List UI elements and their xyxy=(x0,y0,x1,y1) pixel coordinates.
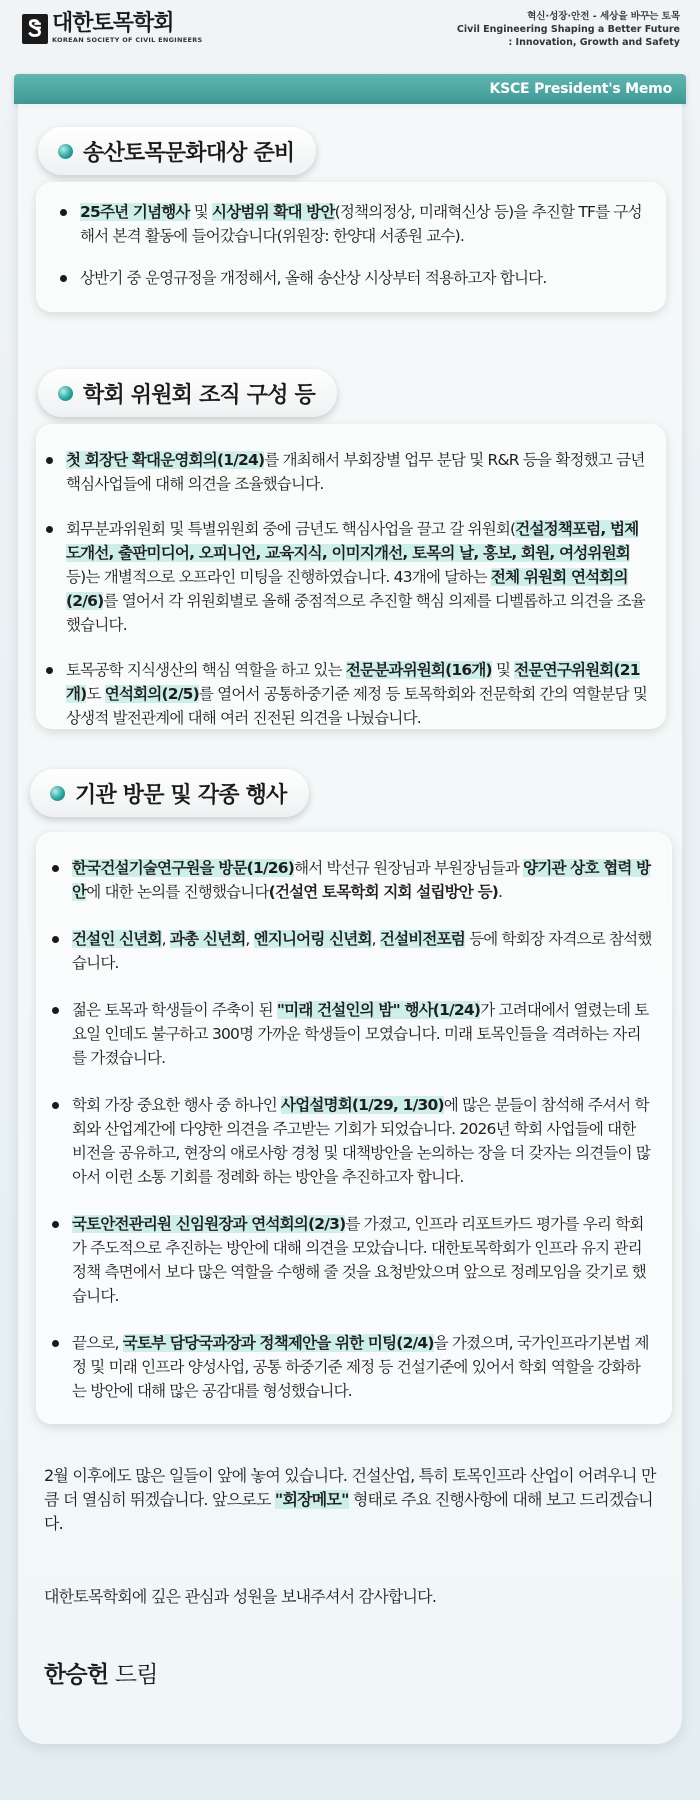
memo-banner xyxy=(14,74,686,104)
list-item: 끝으로, 국토부 담당국과장과 정책제안을 위한 미팅(2/4)을 가졌으며, 국가인프라기본법 제정 및 미래 인프라 양성사업, 공통 하중기준 제정 등 건설기준에 있어서 학회 역할을 강화하는 방안에 대해 많은 공감대를 형성했습니다. xyxy=(50,1331,652,1403)
section-card-visits xyxy=(36,832,672,1424)
section-title: 송산토목문화대상 준비 xyxy=(83,140,295,166)
bullet-orb-icon xyxy=(58,386,73,401)
list-item: 회무분과위원회 및 특별위원회 중에 금년도 핵심사업을 끌고 갈 위원회(건설정책포럼, 법제도개선, 출판미디어, 오피니언, 교육지식, 이미지개선, 토목의 날, 홍보, 회원, 여성위원회 등)는 개별적으로 오프라인 미팅을 진행하였습니다. 43개에 달하는 전체 위원회 연석회의(2/6)를 열어서 각 위원회별로 올해 중점적으로 추진할 핵심 의제를 디벨롭하고 의견을 조율했습니다. xyxy=(44,517,650,637)
tagline-line-2: Civil Engineering Shaping a Better Future xyxy=(456,24,680,35)
list-item: 한국건설기술연구원을 방문(1/26)해서 박선규 원장님과 부원장님들과 양기관 상호 협력 방안에 대한 논의를 진행했습니다(건설연 토목학회 지회 설립방안 등). xyxy=(50,856,652,904)
section-title: 학회 위원회 조직 구성 등 xyxy=(83,382,315,408)
list-item: 국토안전관리원 신임원장과 연석회의(2/3)를 가졌고, 인프라 리포트카드 평가를 우리 학회가 주도적으로 추진하는 방안에 대해 의견을 모았습니다. 대한토목학회가 인프라 유지 관리 정책 측면에서 보다 많은 역할을 수행해 줄 것을 요청받았으며 앞으로 정례모임을 갖기로 했습니다. xyxy=(50,1212,652,1308)
section-heading-visits xyxy=(30,769,309,817)
list-item: 건설인 신년회, 과총 신년회, 엔지니어링 신년회, 건설비전포럼 등에 학회장 자격으로 참석했습니다. xyxy=(50,927,652,975)
section-card-committees xyxy=(36,424,666,729)
banner-title: KSCE President's Memo xyxy=(489,81,672,97)
tagline xyxy=(457,10,680,49)
page-header xyxy=(0,0,700,72)
bullet-orb-icon xyxy=(58,144,73,159)
logo-english-name: KOREAN SOCIETY OF CIVIL ENGINEERS xyxy=(52,36,203,44)
section-heading-songsan xyxy=(38,127,316,175)
signature xyxy=(44,1656,158,1689)
bullet-orb-icon xyxy=(50,786,65,801)
ksce-emblem-icon: Ꮥ xyxy=(22,14,48,44)
section-heading-committees xyxy=(38,369,337,417)
signature-suffix: 드림 xyxy=(108,1662,158,1688)
thanks-paragraph: 대한토목학회에 깊은 관심과 성원을 보내주셔서 감사합니다. xyxy=(44,1587,437,1606)
signature-name: 한승헌 xyxy=(44,1662,109,1688)
tagline-line-3: : Innovation, Growth and Safety xyxy=(508,37,680,48)
list-item: 첫 회장단 확대운영회의(1/24)를 개최해서 부회장별 업무 분담 및 R&R 등을 확정했고 금년 핵심사업들에 대해 의견을 조율했습니다. xyxy=(44,448,650,496)
list-item: 토목공학 지식생산의 핵심 역할을 하고 있는 전문분과위원회(16개) 및 전문연구위원회(21개)도 연석회의(2/5)를 열어서 공통하중기준 제정 등 토목학회와 전문학회 간의 역할분담 및 상생적 발전관계에 대해 여러 진전된 의견을 나눴습니다. xyxy=(44,658,650,730)
list-item: 학회 가장 중요한 행사 중 하나인 사업설명회(1/29, 1/30)에 많은 분들이 참석해 주셔서 학회와 산업계간에 다양한 의견을 주고받는 기회가 되었습니다. 2026년 학회 사업들에 대한 비전을 공유하고, 현장의 애로사항 경청 및 대책방안을 논의하는 장을 더 갖자는 의견들이 많아서 이런 소통 기회를 정례화 하는 방안을 추진하고자 합니다. xyxy=(50,1093,652,1189)
list-item: 젊은 토목과 학생들이 주축이 된 "미래 건설인의 밤" 행사(1/24)가 고려대에서 열렸는데 토요일 인데도 불구하고 300명 가까운 학생들이 모였습니다. 미래 토목인들을 격려하는 자리를 가졌습니다. xyxy=(50,998,652,1070)
closing-paragraph: 2월 이후에도 많은 일들이 앞에 놓여 있습니다. 건설산업, 특히 토목인프라 산업이 어려우니 만큼 더 열심히 뛰겠습니다. 앞으로도 "회장메모" 형태로 주요 진행사항에 대해 보고 드리겠습니다. xyxy=(44,1466,656,1533)
tagline-line-1: 혁신·성장·안전 - 세상을 바꾸는 토목 xyxy=(527,11,680,22)
list-item: 상반기 중 운영규정을 개정해서, 올해 송산상 시상부터 적용하고자 합니다. xyxy=(58,266,644,290)
ksce-logo[interactable] xyxy=(22,12,203,45)
section-card-songsan xyxy=(36,182,666,312)
list-item: 25주년 기념행사 및 시상범위 확대 방안(정책의정상, 미래혁신상 등)을 추진할 TF를 구성해서 본격 활동에 들어갔습니다(위원장: 한양대 서종원 교수). xyxy=(58,200,644,248)
section-title: 기관 방문 및 각종 행사 xyxy=(75,782,287,808)
logo-korean-name: 대한토목학회 xyxy=(52,11,174,36)
